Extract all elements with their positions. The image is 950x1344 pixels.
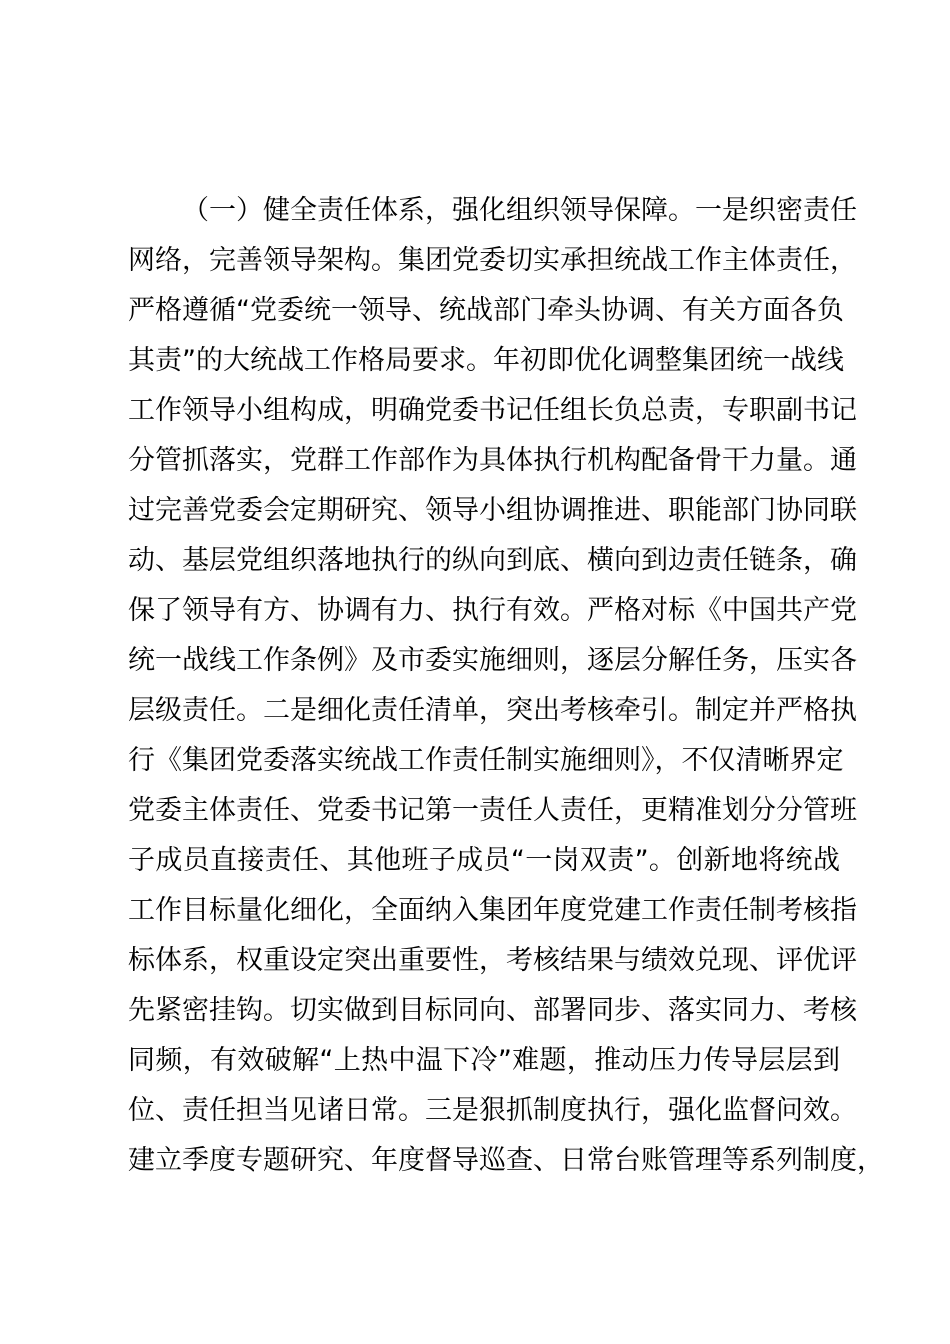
text-line: 先紧密挂钩。切实做到目标同向、部署同步、落实同力、考核 bbox=[128, 995, 857, 1026]
text-line: 位、责任担当见诸日常。三是狠抓制度执行，强化监督问效。 bbox=[128, 1095, 857, 1126]
text-line: 工作领导小组构成，明确党委书记任组长负总责，专职副书记 bbox=[128, 395, 857, 426]
text-line: （一）健全责任体系，强化组织领导保障。一是织密责任 bbox=[182, 195, 857, 226]
text-line: 层级责任。二是细化责任清单，突出考核牵引。制定并严格执 bbox=[128, 695, 857, 726]
text-line: 同频，有效破解“上热中温下冷”难题，推动压力传导层层到 bbox=[128, 1045, 840, 1076]
text-line: 工作目标量化细化，全面纳入集团年度党建工作责任制考核指 bbox=[128, 895, 857, 926]
body-paragraph bbox=[128, 186, 884, 1186]
text-line: 严格遵循“党委统一领导、统战部门牵头协调、有关方面各负 bbox=[128, 295, 844, 326]
text-line: 统一战线工作条例》及市委实施细则，逐层分解任务，压实各 bbox=[128, 645, 857, 676]
text-line: 行《集团党委落实统战工作责任制实施细则》，不仅清晰界定 bbox=[128, 745, 844, 776]
text-line: 网络，完善领导架构。集团党委切实承担统战工作主体责任， bbox=[128, 245, 857, 276]
text-line: 过完善党委会定期研究、领导小组协调推进、职能部门协同联 bbox=[128, 495, 857, 526]
text-line: 其责”的大统战工作格局要求。年初即优化调整集团统一战线 bbox=[128, 345, 844, 376]
text-line: 保了领导有方、协调有力、执行有效。严格对标《中国共产党 bbox=[128, 595, 857, 626]
text-line: 动、基层党组织落地执行的纵向到底、横向到边责任链条，确 bbox=[128, 545, 857, 576]
text-line: 子成员直接责任、其他班子成员“一岗双责”。创新地将统战 bbox=[128, 845, 840, 876]
text-line: 党委主体责任、党委书记第一责任人责任，更精准划分分管班 bbox=[128, 795, 857, 826]
text-line: 分管抓落实，党群工作部作为具体执行机构配备骨干力量。通 bbox=[128, 445, 857, 476]
text-line: 标体系，权重设定突出重要性，考核结果与绩效兑现、评优评 bbox=[128, 945, 857, 976]
text-line: 建立季度专题研究、年度督导巡查、日常台账管理等系列制度， bbox=[128, 1145, 884, 1176]
